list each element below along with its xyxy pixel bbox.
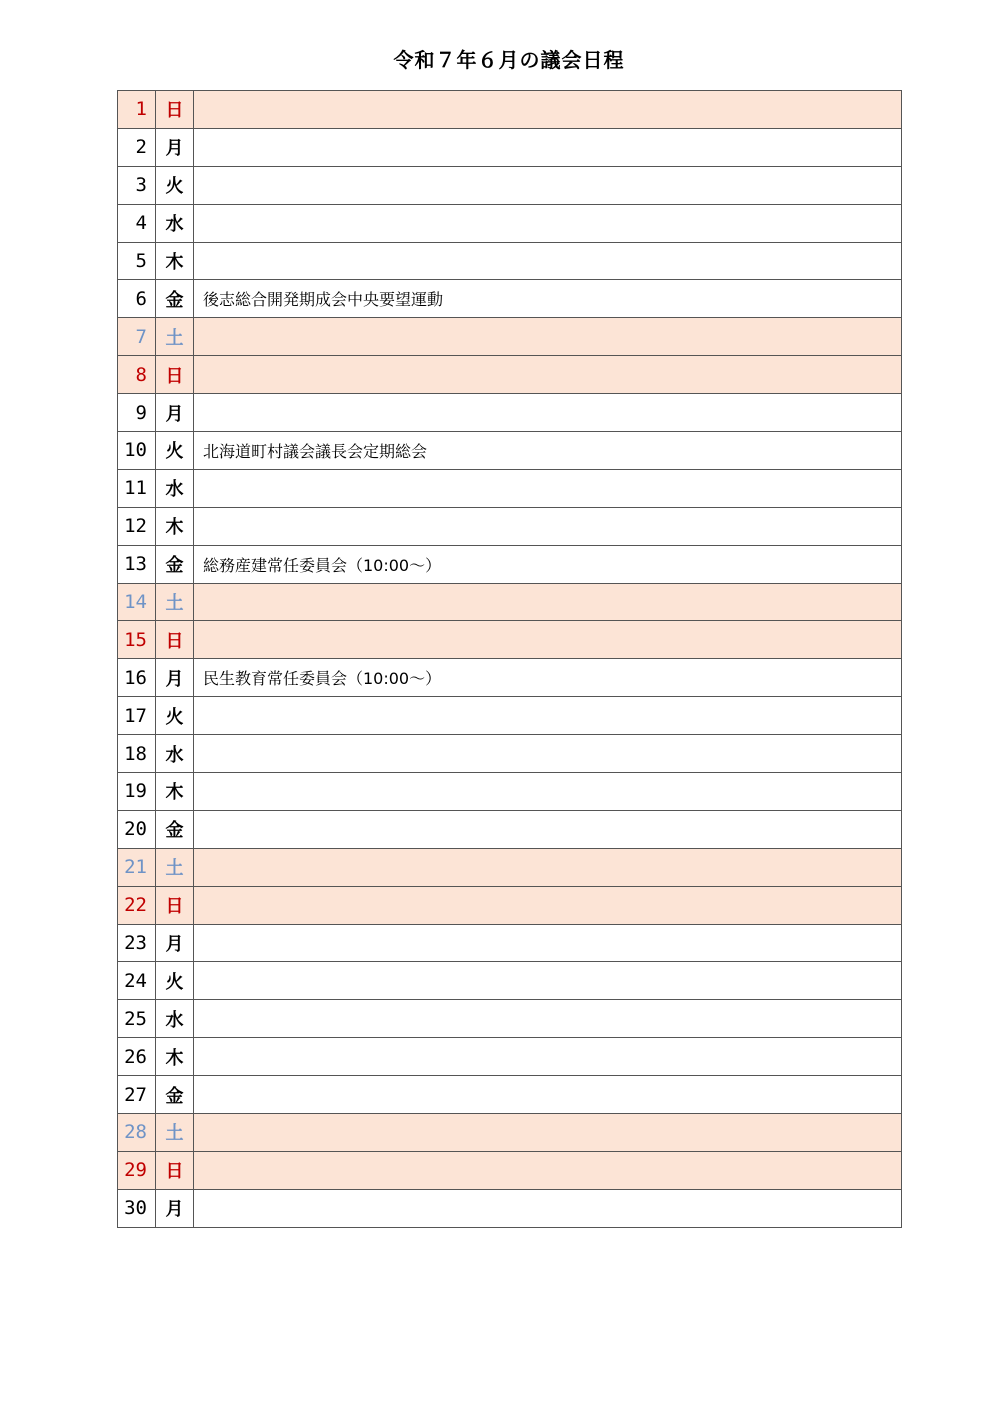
day-of-week: 土 [156,583,194,621]
schedule-row [118,1151,902,1189]
day-number: 23 [118,924,156,962]
schedule-body [118,91,902,1228]
day-number: 19 [118,773,156,811]
day-of-week: 火 [156,962,194,1000]
schedule-row [118,1114,902,1152]
day-of-week: 月 [156,1189,194,1227]
day-of-week: 火 [156,697,194,735]
day-of-week: 日 [156,356,194,394]
day-number: 22 [118,886,156,924]
event-text [194,204,902,242]
day-number: 28 [118,1114,156,1152]
day-of-week: 金 [156,810,194,848]
day-of-week: 日 [156,91,194,129]
schedule-row [118,962,902,1000]
schedule-row [118,280,902,318]
day-of-week: 土 [156,318,194,356]
event-text: 後志総合開発期成会中央要望運動 [194,280,902,318]
event-text [194,1038,902,1076]
day-number: 4 [118,204,156,242]
event-text [194,1076,902,1114]
day-of-week: 木 [156,773,194,811]
day-number: 13 [118,545,156,583]
day-of-week: 水 [156,469,194,507]
schedule-row [118,924,902,962]
schedule-row [118,166,902,204]
event-text [194,91,902,129]
schedule-row [118,1189,902,1227]
schedule-table [117,90,902,1228]
day-number: 26 [118,1038,156,1076]
day-of-week: 日 [156,621,194,659]
day-number: 9 [118,394,156,432]
page-title: 令和７年６月の議会日程 [393,48,625,72]
day-of-week: 土 [156,1114,194,1152]
day-number: 27 [118,1076,156,1114]
event-text [194,318,902,356]
schedule-row [118,1076,902,1114]
day-number: 25 [118,1000,156,1038]
schedule-row [118,242,902,280]
event-text [194,810,902,848]
event-text [194,886,902,924]
schedule-row [118,204,902,242]
schedule-row [118,507,902,545]
day-of-week: 木 [156,1038,194,1076]
schedule-row [118,886,902,924]
day-number: 5 [118,242,156,280]
event-text [194,1000,902,1038]
event-text [194,962,902,1000]
event-text [194,621,902,659]
schedule-row [118,318,902,356]
event-text [194,697,902,735]
schedule-row [118,773,902,811]
event-text [194,507,902,545]
schedule-row [118,583,902,621]
event-text [194,1189,902,1227]
day-number: 17 [118,697,156,735]
schedule-row [118,432,902,470]
day-number: 7 [118,318,156,356]
schedule-row [118,1038,902,1076]
day-number: 20 [118,810,156,848]
day-number: 2 [118,128,156,166]
schedule-row [118,848,902,886]
day-of-week: 月 [156,128,194,166]
day-of-week: 木 [156,242,194,280]
schedule-row [118,810,902,848]
schedule-row [118,469,902,507]
schedule-row [118,394,902,432]
event-text [194,735,902,773]
event-text [194,1151,902,1189]
event-text [194,128,902,166]
day-of-week: 月 [156,659,194,697]
day-number: 15 [118,621,156,659]
event-text: 北海道町村議会議長会定期総会 [194,432,902,470]
day-of-week: 火 [156,432,194,470]
event-text [194,394,902,432]
event-text [194,924,902,962]
event-text [194,469,902,507]
event-text [194,166,902,204]
event-text [194,773,902,811]
event-text [194,1114,902,1152]
day-of-week: 日 [156,1151,194,1189]
day-number: 1 [118,91,156,129]
day-of-week: 木 [156,507,194,545]
event-text [194,848,902,886]
event-text [194,242,902,280]
event-text [194,356,902,394]
schedule-row [118,697,902,735]
day-of-week: 火 [156,166,194,204]
day-number: 24 [118,962,156,1000]
day-number: 12 [118,507,156,545]
day-number: 6 [118,280,156,318]
day-number: 8 [118,356,156,394]
day-of-week: 水 [156,204,194,242]
schedule-row [118,735,902,773]
day-of-week: 金 [156,280,194,318]
day-number: 10 [118,432,156,470]
day-number: 14 [118,583,156,621]
event-text: 民生教育常任委員会（10:00～） [194,659,902,697]
day-number: 21 [118,848,156,886]
schedule-row [118,621,902,659]
day-of-week: 月 [156,394,194,432]
event-text: 総務産建常任委員会（10:00～） [194,545,902,583]
day-number: 18 [118,735,156,773]
schedule-row [118,91,902,129]
day-of-week: 月 [156,924,194,962]
schedule-row [118,545,902,583]
schedule-row [118,1000,902,1038]
schedule-row [118,659,902,697]
day-of-week: 金 [156,545,194,583]
event-text [194,583,902,621]
day-of-week: 水 [156,735,194,773]
day-number: 3 [118,166,156,204]
day-of-week: 土 [156,848,194,886]
day-number: 29 [118,1151,156,1189]
day-number: 16 [118,659,156,697]
day-of-week: 日 [156,886,194,924]
schedule-row [118,128,902,166]
day-number: 11 [118,469,156,507]
day-of-week: 金 [156,1076,194,1114]
schedule-row [118,356,902,394]
day-of-week: 水 [156,1000,194,1038]
day-number: 30 [118,1189,156,1227]
